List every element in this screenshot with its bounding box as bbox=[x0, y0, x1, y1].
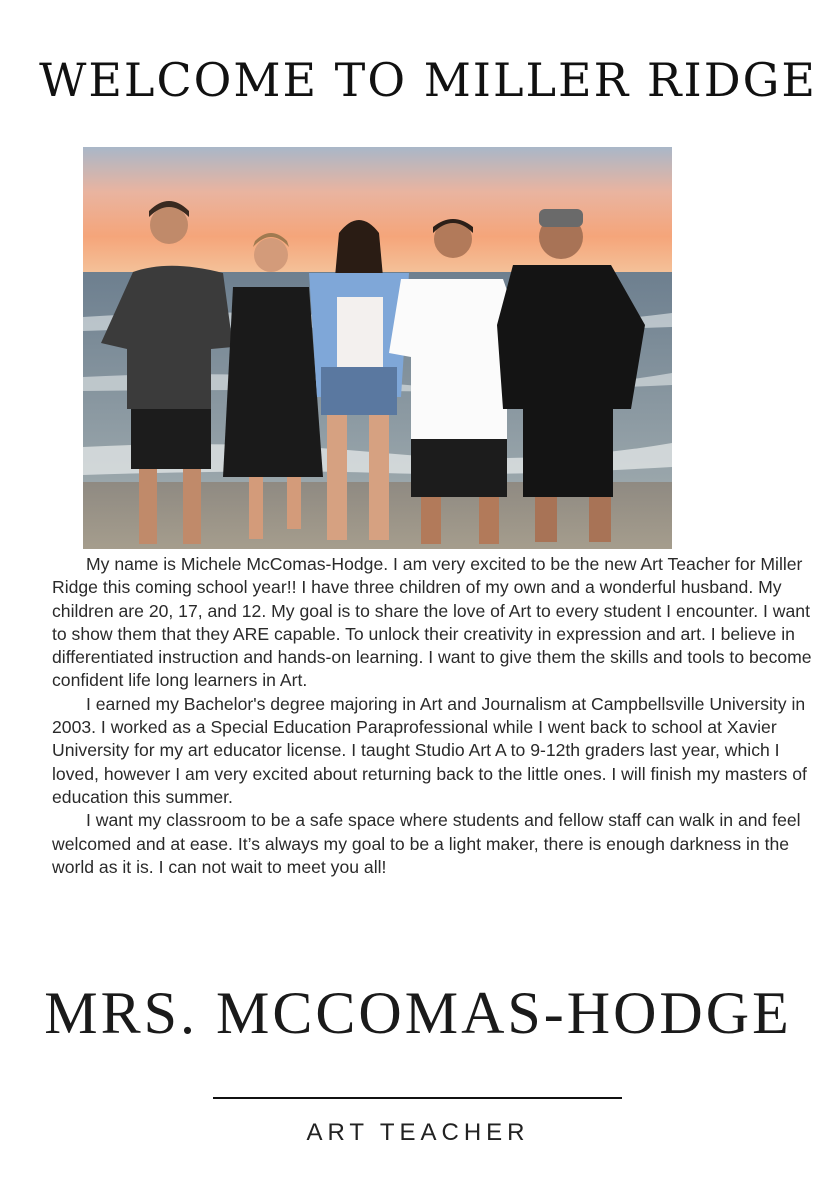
page-title: WELCOME TO MILLER RIDGE bbox=[39, 53, 817, 107]
family-beach-photo-icon bbox=[83, 147, 672, 549]
teacher-role: ART TEACHER bbox=[306, 1119, 530, 1146]
bio-paragraph-intro: My name is Michele McComas-Hodge. I am very excited to be the new Art Teacher for Miller Ridge this coming school year!! I have three children of my own and a wonderful husband. My children are 20, 17, and 12. My goal is to share the love of Art to every student I encounter. I want to show them that they ARE capable. To unlock their creativity in expression and art. I believe in differentiated instruction and hands-on learning. I want to give them the skills and tools to become confident life long learners in Art. bbox=[52, 554, 812, 691]
bio-text bbox=[52, 553, 812, 879]
family-photo bbox=[83, 147, 672, 549]
bio-paragraph-classroom: I want my classroom to be a safe space where students and fellow staff can walk in and feel welcomed and at ease. It’s always my goal to be a light maker, there is enough darkness in the world as it is. I can not wait to meet you all! bbox=[52, 810, 801, 877]
teacher-name: MRS. MCCOMAS-HODGE bbox=[44, 980, 792, 1046]
bio-paragraph-education: I earned my Bachelor's degree majoring in Art and Journalism at Campbellsville University in 2003. I worked as a Special Education Paraprofessional while I went back to school at Xavier University for my art educator license. I taught Studio Art A to 9-12th graders last year, which I loved, however I am very excited about returning back to the little ones. I will finish my masters of education this summer. bbox=[52, 693, 807, 807]
divider bbox=[213, 1097, 622, 1099]
